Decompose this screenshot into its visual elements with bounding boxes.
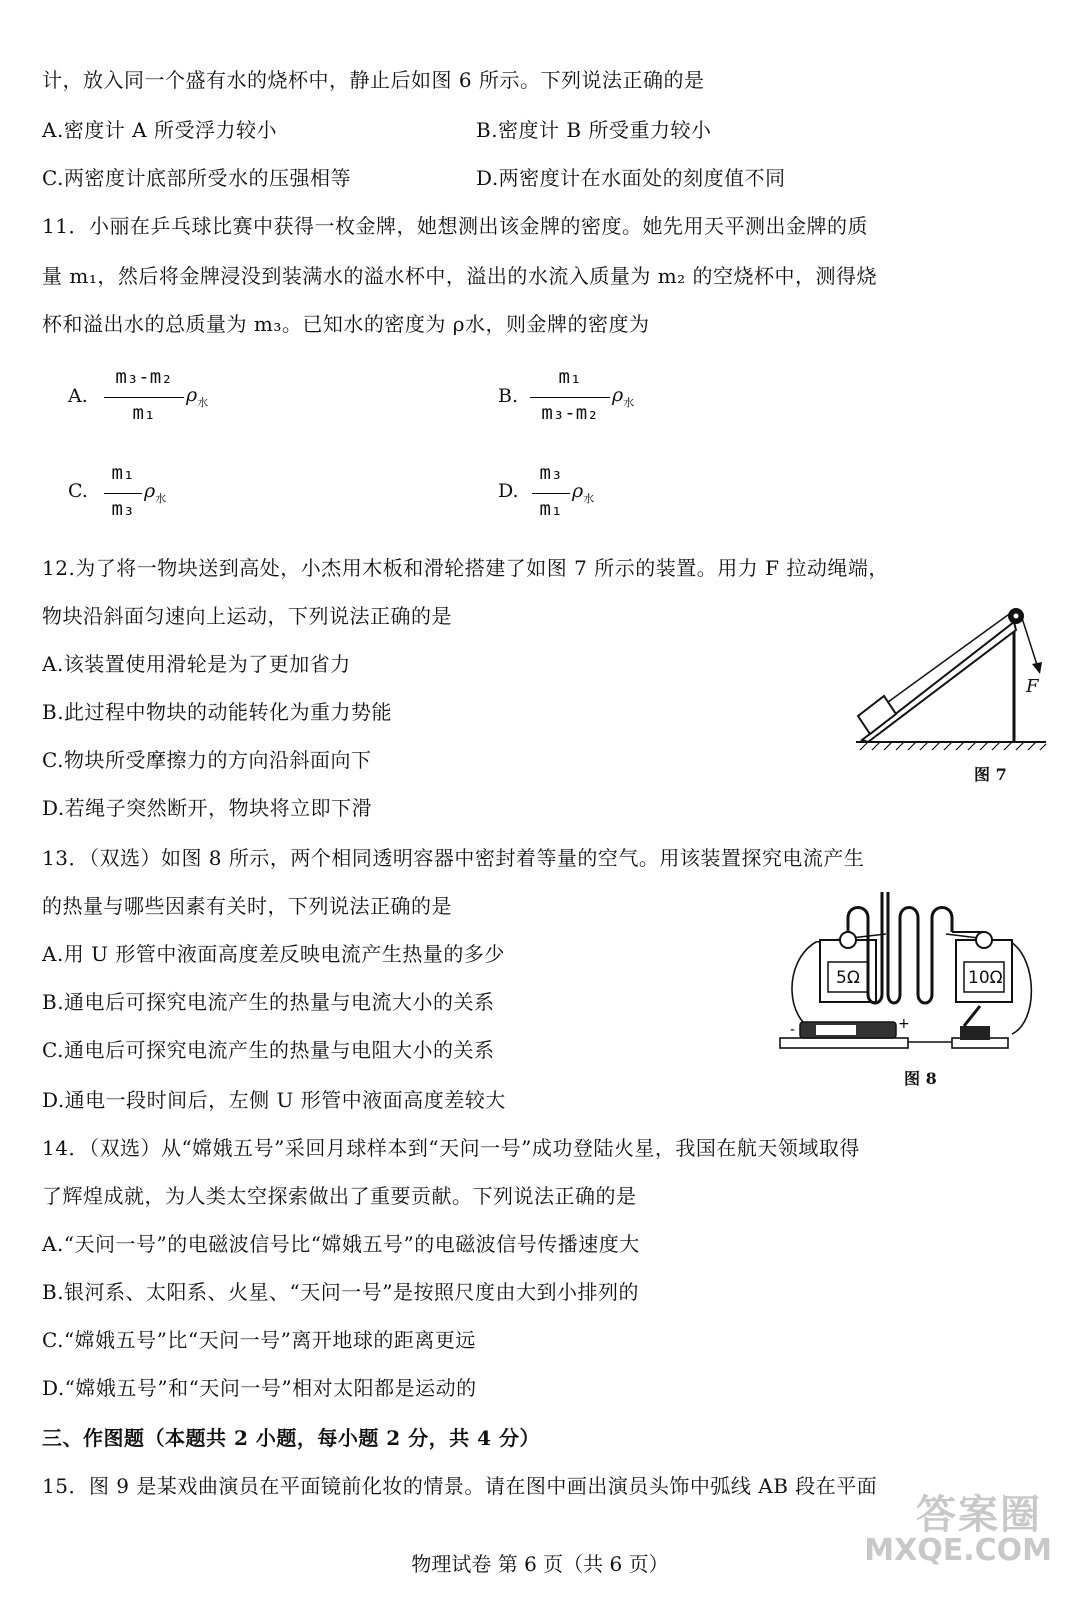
q11-stem-line2: 量 m₁，然后将金牌浸没到装满水的溢水杯中，溢出的水流入质量为 m₂ 的空烧杯中，测得烧 bbox=[42, 264, 878, 288]
watermark-logo bbox=[832, 1483, 1052, 1573]
q14-stem-line2: 了辉煌成就，为人类太空探索做出了重要贡献。下列说法正确的是 bbox=[42, 1184, 637, 1208]
page-footer: 物理试卷 第 6 页（共 6 页） bbox=[411, 1552, 669, 1576]
q15-stem-line1: 15．图 9 是某戏曲演员在平面镜前化妆的情景。请在图中画出演员头饰中弧线 AB 段在平面 bbox=[42, 1474, 878, 1498]
q13-option-a: A.用 U 形管中液面高度差反映电流产生热量的多少 bbox=[42, 942, 505, 966]
rho-water-symbol: $\rho_水$ bbox=[572, 480, 595, 505]
svg-text:+: + bbox=[898, 1016, 910, 1032]
resistor-10-ohm-label: 10Ω bbox=[968, 968, 1003, 988]
section-3-heading: 三、作图题（本题共 2 小题，每小题 2 分，共 4 分） bbox=[42, 1426, 541, 1450]
q13-option-c: C.通电后可探究电流产生的热量与电阻大小的关系 bbox=[42, 1038, 495, 1062]
resistor-5-ohm-label: 5Ω bbox=[836, 968, 860, 988]
q11-option-b-fraction bbox=[530, 366, 610, 430]
rho-water-symbol: $\rho_水$ bbox=[612, 384, 635, 409]
fraction-denominator: m₃ bbox=[111, 498, 135, 520]
fraction-denominator: m₃-m₂ bbox=[541, 402, 599, 424]
q11-option-c-fraction bbox=[104, 462, 142, 526]
fraction-numerator: m₁ bbox=[111, 462, 135, 484]
fraction-numerator: m₃-m₂ bbox=[115, 366, 173, 388]
q10-option-d: D.两密度计在水面处的刻度值不同 bbox=[476, 166, 786, 190]
q10-stem-tail: 计，放入同一个盛有水的烧杯中，静止后如图 6 所示。下列说法正确的是 bbox=[42, 68, 705, 92]
fraction-bar bbox=[104, 493, 142, 494]
q13-stem-line2: 的热量与哪些因素有关时，下列说法正确的是 bbox=[42, 894, 452, 918]
fraction-denominator: m₁ bbox=[132, 402, 156, 424]
watermark-url: MXQE.COM bbox=[864, 1533, 1052, 1568]
q11-option-b-label: B. bbox=[498, 385, 519, 407]
q13-option-b: B.通电后可探究电流产生的热量与电流大小的关系 bbox=[42, 990, 495, 1014]
svg-text:-: - bbox=[790, 1022, 796, 1038]
watermark-logo-text: 答案圈 bbox=[916, 1492, 1042, 1538]
figure-7-caption: 图 7 bbox=[974, 765, 1007, 784]
fraction-numerator: m₃ bbox=[539, 462, 563, 484]
q14-stem-line1: 14．（双选）从“嫦娥五号”采回月球样本到“天问一号”成功登陆火星，我国在航天领域取得 bbox=[42, 1136, 860, 1160]
rho-water-symbol: $\rho_水$ bbox=[186, 384, 209, 409]
q10-option-b: B.密度计 B 所受重力较小 bbox=[476, 118, 712, 142]
q14-option-d: D.“嫦娥五号”和“天问一号”相对太阳都是运动的 bbox=[42, 1376, 477, 1400]
q12-option-c: C.物块所受摩擦力的方向沿斜面向下 bbox=[42, 748, 372, 772]
figure-7-incline-pulley bbox=[846, 590, 1056, 790]
q12-stem-line2: 物块沿斜面匀速向上运动，下列说法正确的是 bbox=[42, 604, 452, 628]
q11-option-a-label: A. bbox=[68, 385, 88, 407]
q11-stem-line3: 杯和溢出水的总质量为 m₃。已知水的密度为 ρ水，则金牌的密度为 bbox=[42, 312, 650, 336]
force-f-label: F bbox=[1026, 676, 1039, 697]
q11-option-a-fraction bbox=[104, 366, 184, 430]
q10-option-a: A.密度计 A 所受浮力较小 bbox=[42, 118, 277, 142]
q10-option-c: C.两密度计底部所受水的压强相等 bbox=[42, 166, 351, 190]
q11-stem-line1: 11．小丽在乒乓球比赛中获得一枚金牌，她想测出该金牌的密度。她先用天平测出金牌的质 bbox=[42, 214, 868, 238]
q13-option-d: D.通电一段时间后，左侧 U 形管中液面高度差较大 bbox=[42, 1088, 506, 1112]
fraction-bar bbox=[530, 397, 610, 398]
fraction-bar bbox=[104, 397, 184, 398]
q14-option-c: C.“嫦娥五号”比“天问一号”离开地球的距离更远 bbox=[42, 1328, 476, 1352]
q12-option-d: D.若绳子突然断开，物块将立即下滑 bbox=[42, 796, 373, 820]
q12-option-b: B.此过程中物块的动能转化为重力势能 bbox=[42, 700, 393, 724]
rho-water-symbol: $\rho_水$ bbox=[144, 480, 167, 505]
q12-stem-line1: 12.为了将一物块送到高处，小杰用木板和滑轮搭建了如图 7 所示的装置。用力 F 拉动绳端， bbox=[42, 556, 889, 580]
fraction-numerator: m₁ bbox=[558, 366, 582, 388]
figure-8-joule-heating-apparatus bbox=[776, 882, 1046, 1062]
fraction-bar bbox=[532, 493, 570, 494]
q11-option-d-label: D. bbox=[498, 480, 519, 502]
fraction-denominator: m₁ bbox=[539, 498, 563, 520]
q13-stem-line1: 13．（双选）如图 8 所示，两个相同透明容器中密封着等量的空气。用该装置探究电流产生 bbox=[42, 846, 865, 870]
figure-8-caption: 图 8 bbox=[904, 1069, 937, 1088]
q11-option-c-label: C. bbox=[68, 480, 88, 502]
q14-option-b: B.银河系、太阳系、火星、“天问一号”是按照尺度由大到小排列的 bbox=[42, 1280, 640, 1304]
q11-option-d-fraction bbox=[532, 462, 570, 526]
q12-option-a: A.该装置使用滑轮是为了更加省力 bbox=[42, 652, 351, 676]
q14-option-a: A.“天问一号”的电磁波信号比“嫦娥五号”的电磁波信号传播速度大 bbox=[42, 1232, 640, 1256]
